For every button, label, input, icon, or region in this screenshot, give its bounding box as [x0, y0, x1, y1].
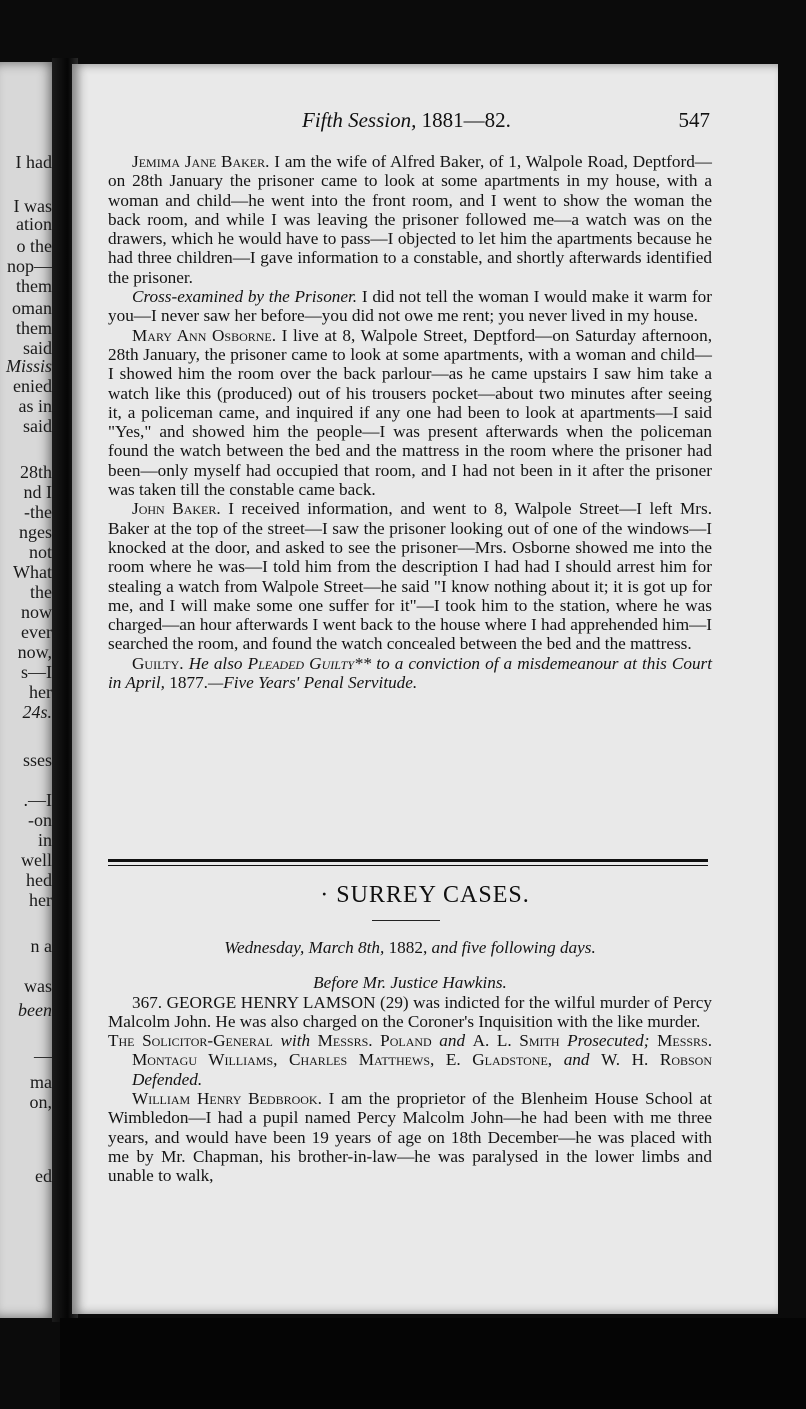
bottom-shadow — [60, 1318, 806, 1409]
session-title — [302, 108, 511, 133]
counsel-line — [108, 1031, 712, 1089]
left-page-fragment: n a — [30, 936, 52, 956]
counsel-and-2: and — [563, 1050, 590, 1070]
left-page-fragment: ed — [35, 1166, 52, 1186]
left-page-fragment: them — [16, 318, 52, 338]
cross-examination-label: Cross-examined by the Prisoner. — [132, 287, 358, 307]
date-line-year: 1882, — [388, 938, 428, 957]
case-text: (29) was indicted for the wilful murder of Percy Malcolm John. He was also charged on the Coroner's Inquisition with the like murder. — [108, 992, 712, 1031]
left-page-fragment: hed — [26, 870, 52, 890]
left-page-fragment: — — [34, 1046, 52, 1066]
left-page-fragment: Missis — [5, 356, 52, 376]
solicitor-general: The Solicitor-General — [108, 1031, 273, 1051]
left-page-fragment: What — [13, 562, 52, 582]
verdict-year: 1877. — [169, 673, 208, 693]
verdict-pleaded: Pleaded Guilty** — [247, 653, 372, 673]
left-page-fragment: sses — [22, 750, 52, 770]
session-label: Fifth Session, — [302, 108, 417, 132]
left-page-fragment: I had — [15, 152, 52, 172]
left-page-fragment: now, — [17, 642, 52, 662]
left-page-fragment: .—I — [23, 790, 52, 810]
left-page-fragment: them — [16, 276, 52, 296]
left-facing-page — [0, 62, 58, 1318]
left-page-fragment: said — [23, 416, 52, 436]
date-line-pre: Wednesday, March 8th, — [224, 938, 385, 957]
case-indictment — [108, 993, 712, 1032]
date-line — [108, 938, 712, 957]
page-number: 547 — [678, 108, 710, 132]
book-page — [72, 64, 778, 1314]
short-divider — [372, 920, 440, 921]
left-page-fragment: s—I — [21, 662, 52, 682]
left-page-fragment: now — [21, 602, 52, 622]
left-page-fragment: was — [24, 976, 52, 996]
left-page-fragment: well — [21, 850, 52, 870]
testimony-paragraph — [108, 499, 712, 653]
testimony-paragraph — [108, 287, 712, 326]
left-page-fragment: her — [29, 890, 52, 910]
left-page-fragment: ma — [30, 1072, 52, 1092]
left-page-fragment: enied — [13, 376, 52, 396]
left-page-fragment: ever — [21, 622, 52, 642]
left-page-fragment: 24s. — [22, 702, 52, 722]
date-line-post: and five following days. — [431, 938, 596, 957]
left-page-fragment: on, — [29, 1092, 52, 1112]
verdict-line — [108, 654, 712, 693]
left-page-fragment: the — [30, 582, 52, 602]
testimony-block — [108, 152, 712, 692]
left-page-fragment: nop— — [7, 256, 52, 276]
prosecutor-smith: A. L. Smith — [472, 1031, 560, 1051]
left-page-fragment: not — [28, 542, 52, 562]
session-years: 1881—82. — [421, 108, 511, 132]
speaker-name: William Henry Bedbrook. — [132, 1089, 322, 1109]
left-page-fragment: I was — [13, 196, 52, 216]
case-number-name: 367. GEORGE HENRY LAMSON — [132, 992, 376, 1012]
speaker-name: Jemima Jane Baker. — [132, 152, 270, 171]
left-page-fragment: -on — [28, 810, 52, 830]
defender-robson: W. H. Robson — [601, 1050, 713, 1070]
left-page-fragment: been — [18, 1000, 52, 1020]
verdict-post: to a conviction of a misdemeanour at this Court in April, — [108, 653, 713, 693]
testimony-paragraph — [108, 152, 712, 287]
judge-line: Before Mr. Justice Hawkins. — [313, 973, 507, 993]
testimony-text: I received information, and went to 8, Walpole Street—I left Mrs. Baker at the top of the street—I saw the prisoner looking out of one of the windows—I knocked at the door, and asked to see the prisoner—Mrs. Osborne showed me into the room where he was—I told him from the description I had had I should arrest him for stealing a watch from Walpole Street—he said "I know nothing about it; it is got up for me, and I will make some one suffer for it"—I took him to the station, where he was charged—an hour afterwards I went back to the house where I had apprehended him—I searched the room, and found the watch concealed between the bed and the mattress. — [108, 499, 712, 654]
witness-text: I am the proprietor of the Blenheim House School at Wimbledon—I had a pupil named Percy Malcolm John—he had been with me three years, and would have been 19 years of age on 18th December—he was placed with me by Mr. Chapman, his brother-in-law—he was paralysed in the lower limbs and unable to walk, — [108, 1089, 713, 1186]
speaker-name: Mary Ann Osborne. — [132, 325, 277, 345]
testimony-text: I am the wife of Alfred Baker, of 1, Walpole Road, Deptford—on 28th January the prisoner came to look at some apartments in my house, with a woman and child—he went into the front room, and I went to show the woman the back room, and while I was leaving the prisoner followed me—a watch was on the drawers, which he would have to pass—I objected to let him the apartments because he had three children—I gave information to a constable, and shortly afterwards identified the prisoner. — [108, 152, 712, 287]
testimony-text: I did not tell the woman I would make it warm for you—I never saw her before—you did not owe me rent; you never lived in my house. — [108, 287, 712, 326]
left-page-fragment: -the — [24, 502, 52, 522]
prosecutors: Messrs. Poland — [317, 1031, 432, 1051]
left-page-fragment: as in — [18, 396, 52, 416]
witness-paragraph — [108, 1089, 712, 1185]
left-page-fragment: oman — [12, 298, 52, 318]
verdict-sentence: —Five Years' Penal Servitude. — [207, 673, 418, 693]
section-title: · SURREY CASES. — [320, 882, 530, 908]
prosecuted-label: Prosecuted; — [567, 1031, 650, 1051]
left-page-fragment: 28th — [19, 462, 52, 482]
defenders: Messrs. Montagu Williams, Charles Matthews, E. Gladstone, — [132, 1031, 713, 1070]
section-divider-thick — [108, 859, 708, 862]
section-divider-thin — [108, 865, 708, 866]
left-page-fragment: nd I — [23, 482, 52, 502]
case-block — [108, 930, 712, 1186]
left-page-fragment: in — [37, 830, 52, 850]
speaker-name: John Baker. — [132, 499, 221, 519]
left-page-fragment: ation — [16, 214, 52, 234]
verdict-guilty: Guilty. — [132, 653, 184, 673]
left-page-fragment: said — [23, 338, 52, 358]
testimony-paragraph — [108, 326, 712, 500]
left-page-fragment: o the — [16, 236, 52, 256]
counsel-and: and — [439, 1031, 466, 1051]
verdict-pre: He also — [188, 653, 243, 673]
counsel-with: with — [280, 1031, 311, 1051]
defended-label: Defended. — [132, 1069, 203, 1089]
left-page-fragment: nges — [19, 522, 52, 542]
testimony-text: I live at 8, Walpole Street, Deptford—on Saturday afternoon, 28th January, the prisoner came to look at some apartments, with a woman and child—I showed him the room over the back parlour—as he came upstairs I saw him take a watch like this (produced) out of his trousers pocket—about two minutes after seeing it, a policeman came, and inquired if any one had been to look at apartments—I said "Yes," and showed him the people—I was present afterwards when the policeman found the watch between the bed and the mattress in the room where the prisoner had been—only myself had occupied that room, and I had not been in it after the prisoner was taken till the constable came back. — [108, 325, 712, 500]
running-header — [72, 108, 778, 136]
left-page-fragment: her — [29, 682, 52, 702]
